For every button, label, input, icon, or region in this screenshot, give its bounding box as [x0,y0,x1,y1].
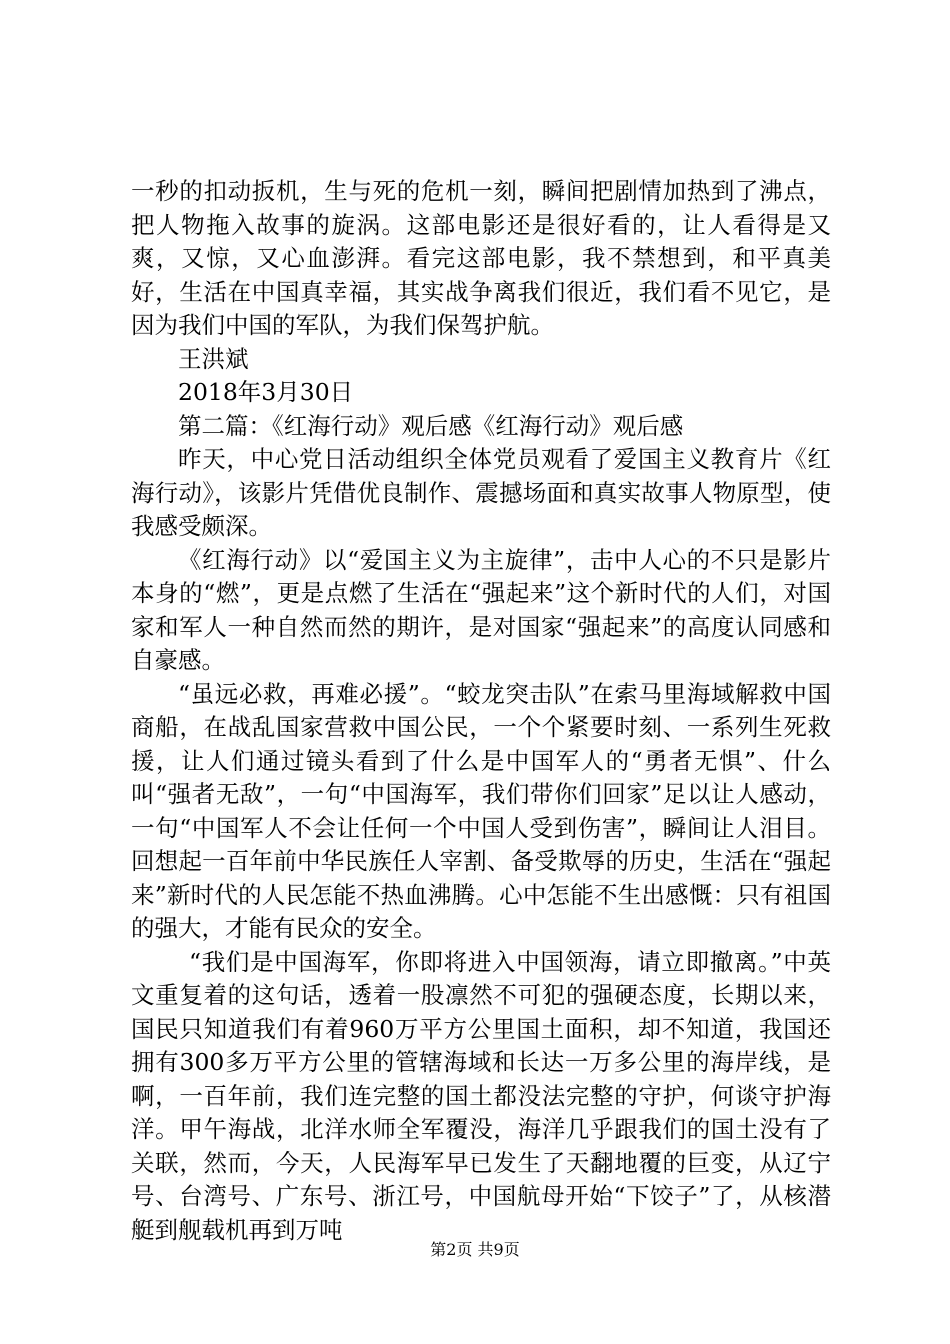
paragraph-continuation: 一秒的扣动扳机，生与死的危机一刻，瞬间把剧情加热到了沸点，把人物拖入故事的旋涡。这部电影还是很好看的，让人看得是又爽，又惊，又心血澎湃。看完这部电影，我不禁想到，和平真美好，生活在中国真幸福，其实战争离我们很近，我们看不见它，是因为我们中国的军队，为我们保驾护航。 [131,177,831,339]
paragraph-theme: 《红海行动》以“爱国主义为主旋律”，击中人心的不只是影片本身的“燃”，更是点燃了生活在“强起来”这个新时代的人们，对国家和军人一种自然而然的期许，是对国家“强起来”的高度认同感和自豪感。 [131,545,831,674]
document-body [131,175,831,1247]
paragraph-intro: 昨天，中心党日活动组织全体党员观看了爱国主义教育片《红海行动》，该影片凭借优良制作、震撼场面和真实故事人物原型，使我感受颇深。 [131,445,831,540]
section-title: 第二篇：《红海行动》观后感《红海行动》观后感 [178,411,684,440]
paragraph-navy: “我们是中国海军，你即将进入中国领海，请立即撤离。”中英文重复着的这句话，透着一股凛然不可犯的强硬态度，长期以来，国民只知道我们有着960万平方公里国土面积，却不知道，我国还拥有300多万平方公里的管辖海域和长达一万多公里的海岸线，是啊，一百年前，我们连完整的国土都没法完整的守护，何谈守护海洋。甲午海战，北洋水师全军覆没，海洋几乎跟我们的国土没有了关联，然而，今天，人民海军早已发生了天翻地覆的巨变，从辽宁号、台湾号、广东号、浙江号，中国航母开始“下饺子”了，从核潜艇到舰载机再到万吨 [131,947,831,1244]
page-number-footer: 第2页 共9页 [430,1240,520,1259]
author-name: 王洪斌 [178,344,249,373]
paragraph-rescue: “虽远必救，再难必援”。“蛟龙突击队”在索马里海域解救中国商船，在战乱国家营救中国公民，一个个紧要时刻、一系列生死救援，让人们通过镜头看到了什么是中国军人的“勇者无惧”、什么叫“强者无敌”，一句“中国海军，我们带你们回家”足以让人感动，一句“中国军人不会让任何一个中国人受到伤害”，瞬间让人泪目。回想起一百年前中华民族任人宰割、备受欺辱的历史，生活在“强起来”新时代的人民怎能不热血沸腾。心中怎能不生出感慨：只有祖国的强大，才能有民众的安全。 [131,679,831,942]
document-date: 2018年3月30日 [178,378,354,406]
